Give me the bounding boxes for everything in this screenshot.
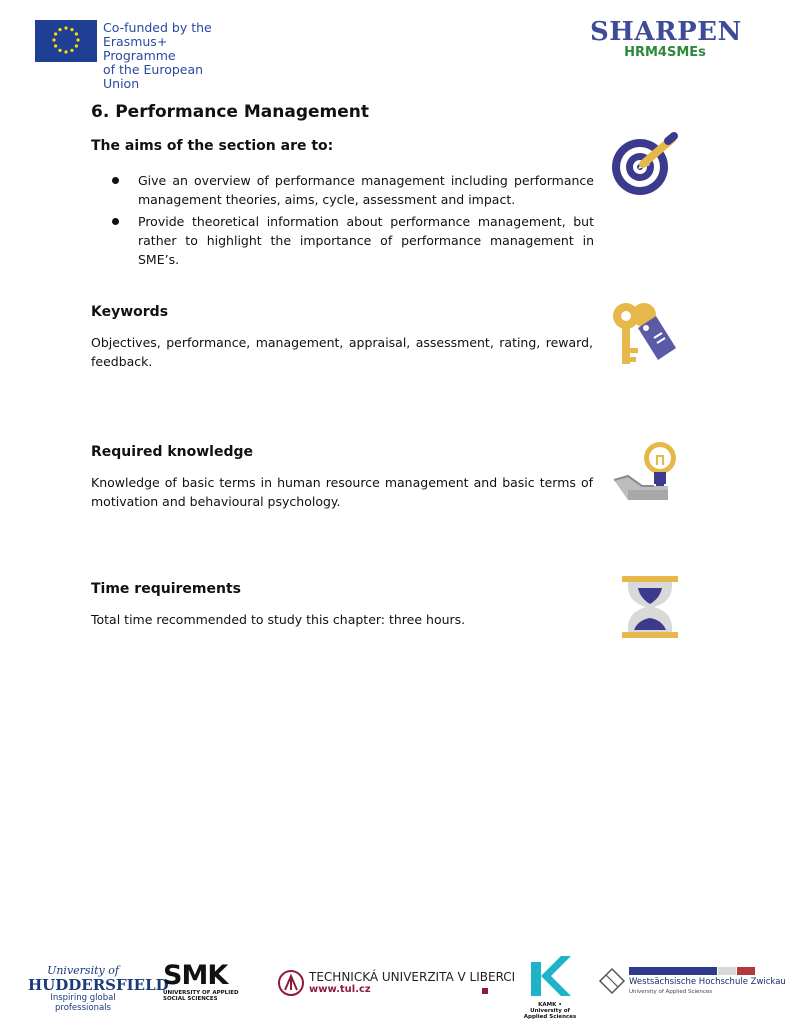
sharpen-title: SHARPEN: [590, 17, 742, 47]
list-item: [112, 212, 594, 269]
knowledge-heading: Required knowledge: [91, 444, 254, 460]
whz-bar-blue: [629, 967, 717, 975]
whz-subtitle: University of Applied Sciences: [629, 989, 713, 995]
target-icon: [610, 133, 682, 205]
huddersfield-name: HUDDERSFIELD: [28, 976, 169, 994]
aims-list: [112, 171, 594, 272]
whz-bar-red: [737, 967, 755, 975]
keywords-text: Objectives, performance, management, appraisal, assessment, rating, reward, feedback.: [91, 335, 593, 369]
knowledge-text: Knowledge of basic terms in human resource management and basic terms of motivation and behavioural psychology.: [91, 475, 593, 509]
page-title: 6. Performance Management: [91, 102, 369, 122]
whz-logo: [598, 967, 786, 997]
keywords-heading: Keywords: [91, 304, 169, 320]
aim-text: Provide theoretical information about performance management, but rather to highlight the importance of performance management in SME’s.: [138, 214, 594, 267]
hourglass-icon: [616, 574, 688, 646]
time-text: Total time recommended to study this chapter: three hours.: [91, 612, 466, 627]
sharpen-logo: [590, 18, 740, 64]
huddersfield-tagline: Inspiring global professionals: [50, 993, 116, 1013]
lightbulb-hand-icon: [610, 438, 682, 510]
list-item: [112, 171, 594, 209]
sharpen-subtitle: HRM4SMEs: [624, 45, 706, 60]
whz-emblem-icon: [598, 967, 626, 995]
huddersfield-logo: [28, 964, 169, 1013]
tul-url: www.tul.cz: [309, 984, 371, 995]
bullet-icon: [112, 177, 119, 184]
huddersfield-line: University of: [47, 964, 119, 977]
eu-text-line: of the European Union: [103, 62, 204, 91]
time-heading: Time requirements: [91, 581, 241, 597]
kamk-text: KAMK • University of Applied Sciences: [523, 1002, 577, 1020]
smk-logo: [163, 962, 243, 1002]
aim-text: Give an overview of performance management including performance management theories, aims, cycle, assessment and impact.: [138, 173, 594, 207]
tul-logo: [278, 968, 516, 998]
eu-cofunded-logo: [35, 20, 235, 91]
eu-text-line: Co-funded by the: [103, 20, 212, 35]
kamk-k-icon: [527, 952, 573, 998]
bullet-icon: [112, 218, 119, 225]
eu-cofunded-text: [103, 21, 235, 91]
key-tag-icon: [608, 298, 680, 370]
tul-square-icon: [482, 988, 488, 994]
eu-text-line: Erasmus+ Programme: [103, 34, 176, 63]
whz-name: Westsächsische Hochschule Zwickau: [629, 977, 786, 987]
tul-name: TECHNICKÁ UNIVERZITA V LIBERCI: [309, 970, 516, 984]
tul-emblem-icon: [278, 970, 304, 996]
kamk-logo: [522, 952, 578, 1020]
smk-name: SMK: [163, 960, 228, 991]
smk-subtitle: UNIVERSITY OF APPLIED SOCIAL SCIENCES: [163, 990, 239, 1002]
whz-bar-grey: [718, 967, 736, 975]
aims-heading: The aims of the section are to:: [91, 138, 334, 154]
eu-flag-icon: [35, 20, 97, 62]
